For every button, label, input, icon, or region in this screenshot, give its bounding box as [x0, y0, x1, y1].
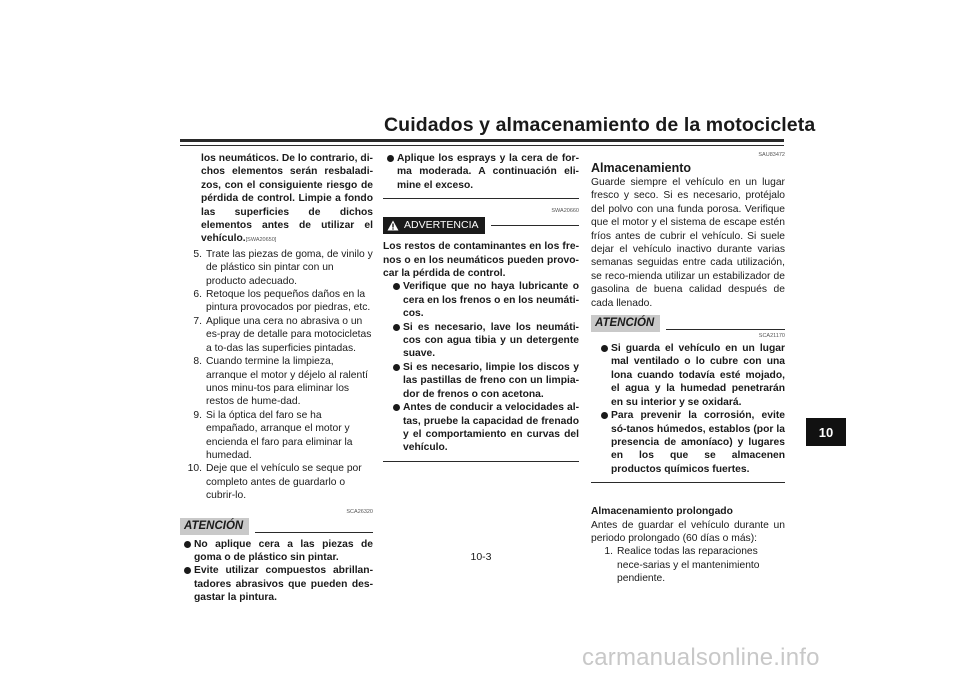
notice-end-rule	[383, 198, 579, 199]
list-item: 6. Retoque los pequeños daños en la pintura provocados por piedras, etc.	[193, 289, 371, 314]
column-left	[180, 152, 373, 605]
header-rule-thin	[180, 145, 784, 146]
warning-code: SWA20660	[551, 208, 579, 215]
list-item: 8. Cuando termine la limpieza, arranque el motor y déjelo al ralentí unos minu-tos para eliminar los restos de hume-dad.	[193, 356, 368, 408]
list-item: 5. Trate las piezas de goma, de vinilo y de plástico sin pintar con un producto adecuado.	[193, 248, 373, 287]
warning-intro: Los restos de contaminantes en los fre-nos o en los neumáticos pueden provo-car la pérdida de control.	[383, 241, 579, 280]
warning-label: ADVERTENCIA	[404, 219, 479, 232]
notice-end-rule	[591, 482, 785, 483]
bullet-icon	[597, 342, 611, 409]
warning-end-rule	[383, 461, 579, 462]
notice-label: ATENCIÓN	[591, 315, 660, 332]
notice-header	[180, 518, 373, 535]
bullet-icon	[389, 280, 403, 320]
bullet-icon	[389, 321, 403, 361]
notice-rule	[666, 329, 785, 330]
column-middle	[383, 152, 579, 462]
list-item: No aplique cera a las piezas de goma o de plástico sin pintar.	[180, 538, 373, 565]
bullet-icon	[180, 564, 194, 604]
warning-header	[383, 217, 579, 234]
warning-rule	[491, 225, 580, 226]
notice-rule	[255, 532, 373, 533]
list-item: 10. Deje que el vehículo se seque por completo antes de guardarlo o cubrir-lo.	[187, 463, 362, 502]
list-item: Si guarda el vehículo en un lugar mal ventilado o lo cubre con una lona cuando todavía esté mojado, el agua y la humedad penetrarán en su interior y se oxidará.	[597, 342, 785, 409]
notice-code: SCA21170	[758, 333, 785, 340]
bullet-icon	[389, 361, 403, 401]
column-right	[591, 152, 785, 586]
list-item: Antes de conducir a velocidades al-tas, pruebe la capacidad de frenado y el comportamiento en curvas del vehículo.	[389, 401, 579, 455]
notice-continued-list	[383, 152, 579, 192]
notice-label: ATENCIÓN	[180, 518, 249, 535]
intro-code: [SWA20650]	[245, 237, 277, 244]
subsection-title: Almacenamiento prolongado	[591, 506, 733, 518]
list-item: Si es necesario, limpie los discos y las pastillas de freno con un limpia-dor de frenos o con acetona.	[389, 361, 579, 401]
section-body: Guarde siempre el vehículo en un lugar fresco y seco. Si es necesario, protéjalo del polvo con una funda porosa. Verifique que el motor y el sistema de escape estén fríos antes de cubrir el vehículo. Si suele dejar el vehículo inactivo durante varias semanas seguidas entre cada utilización, se reco-mienda utilizar un estabilizador de gasolina de buena calidad después de cada llenado.	[591, 177, 785, 309]
header-rule-thick	[180, 139, 784, 142]
intro-text: los neumáticos. De lo contrario, di-chos elementos serán resbaladi-zos, con el consiguiente riesgo de pérdida de control. Limpie a fondo las superficies de dichos elementos antes de utilizar el vehículo.	[201, 153, 373, 245]
section-title: Almacenamiento	[591, 161, 692, 175]
list-item: Para prevenir la corrosión, evite só-tanos húmedos, establos (por la presencia de amoníaco) y lugares en los que se almacenen productos químicos fuertes.	[597, 409, 785, 476]
notice-code: SCA26320	[346, 508, 373, 515]
warning-triangle-icon	[387, 220, 399, 231]
watermark: carmanualsonline.info	[582, 644, 820, 671]
intro-paragraph	[180, 152, 373, 248]
bullet-icon	[389, 401, 403, 455]
list-item: Verifique que no haya lubricante o cera en los frenos o en los neumáti-cos.	[389, 280, 579, 320]
bullet-icon	[383, 152, 397, 192]
notice-list	[591, 342, 785, 476]
warning-list	[383, 280, 579, 454]
notice-header	[591, 315, 785, 332]
list-item: 1. Realice todas las reparaciones nece-sarias y el mantenimiento pendiente.	[604, 546, 760, 585]
list-item: Si es necesario, lave los neumáti-cos con agua tibia y un detergente suave.	[389, 321, 579, 361]
list-item: 7. Aplique una cera no abrasiva o un es-pray de detalle para motocicletas a to-das las superficies pintadas.	[193, 315, 372, 354]
bullet-icon	[180, 538, 194, 565]
list-item: Aplique los esprays y la cera de for-ma moderada. A continuación eli-mine el exceso.	[383, 152, 579, 192]
list-item: 9. Si la óptica del faro se ha empañado, arranque el motor y encienda el faro para eliminar la humedad.	[193, 409, 353, 461]
subsection-body: Antes de guardar el vehículo durante un periodo prolongado (60 días o más):	[591, 519, 785, 544]
notice-list	[180, 538, 373, 605]
steps-list	[180, 248, 373, 503]
warning-label-box	[383, 217, 485, 234]
storage-steps-list	[591, 545, 785, 585]
section-code: SAU83472	[758, 152, 785, 158]
chapter-tab[interactable]: 10	[806, 418, 846, 446]
page-number: 10-3	[470, 551, 492, 563]
list-item: Evite utilizar compuestos abrillan-tadores abrasivos que pueden des-gastar la pintura.	[180, 564, 373, 604]
page-title: Cuidados y almacenamiento de la motocicleta	[384, 114, 816, 136]
bullet-icon	[597, 409, 611, 476]
